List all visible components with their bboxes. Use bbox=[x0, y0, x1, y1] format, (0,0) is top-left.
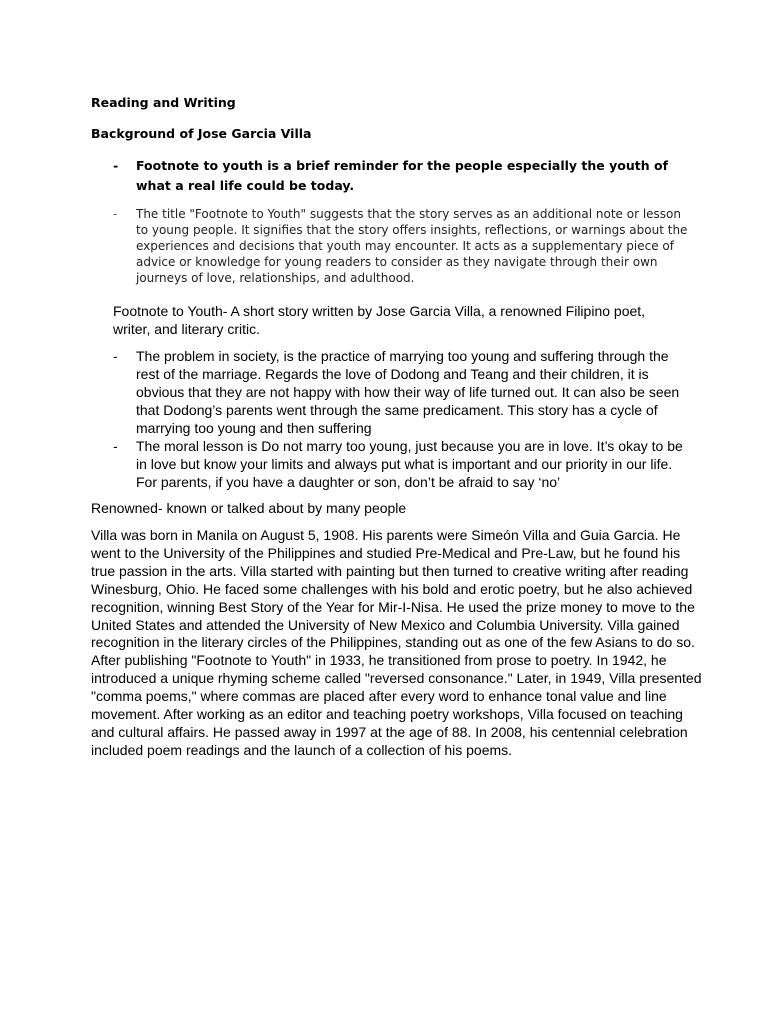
bullet-title-meaning bbox=[113, 206, 693, 286]
renowned-definition: Renowned- known or talked about by many people bbox=[91, 500, 407, 516]
bullet-dash: - bbox=[113, 438, 118, 454]
document-title: Reading and Writing bbox=[91, 95, 236, 110]
list-item bbox=[113, 347, 693, 437]
biography-paragraph: Villa was born in Manila on August 5, 1908. His parents were Simeón Villa and Guia Garcia. He went to the University of the Philippines and studied Pre-Medical and Pre-Law, but he found his true passion in the arts. Villa started with painting but then turned to creative writing after reading Winesburg, Ohio. He faced some challenges with his bold and erotic poetry, but he also achieved recognition, winning Best Story of the Year for Mir-I-Nisa. He used the prize money to move to the United States and attended the University of New Mexico and Columbia University. Villa gained recognition in the literary circles of the Philippines, standing out as one of the few Asians to do so. After publishing "Footnote to Youth" in 1933, he transitioned from prose to poetry. In 1942, he introduced a unique rhyming scheme called "reversed consonance." Later, in 1949, Villa presented "comma poems," where commas are placed after every word to enhance tonal value and line movement. After working as an editor and teaching poetry workshops, Villa focused on teaching and cultural affairs. He passed away in 1997 at the age of 88. In 2008, his centennial celebration included poem readings and the launch of a collection of his poems. bbox=[91, 527, 702, 758]
bullet-dash: - bbox=[113, 207, 118, 221]
list-item bbox=[113, 437, 693, 491]
bullet-text: Footnote to youth is a brief reminder for the people especially the youth of what a real life could be today. bbox=[136, 158, 669, 193]
story-bullet-list bbox=[113, 347, 693, 491]
footnote-paragraph: Footnote to Youth- A short story written by Jose Garcia Villa, a renowned Filipino poet, writer, and literary critic. bbox=[113, 303, 646, 337]
bullet-text: The moral lesson is Do not marry too young, just because you are in love. It’s okay to be in love but know your limits and always put what is important and our priority in our life. For parents, if you have a daughter or son, don’t be afraid to say ‘no’ bbox=[136, 438, 683, 490]
bullet-text: The problem in society, is the practice of marrying too young and suffering through the rest of the marriage. Regards the love of Dodong and Teang and their children, it is obvious that they are not happy with how their way of life turned out. It can also be seen that Dodong’s parents went through the same predicament. This story has a cycle of marrying too young and then suffering bbox=[136, 348, 680, 436]
bullet-text: The title "Footnote to Youth" suggests that the story serves as an additional note or lesson to young people. It signifies that the story offers insights, reflections, or warnings about the experiences and decisions that youth may encounter. It acts as a supplementary piece of advice or knowledge for young readers to consider as they navigate through their own journeys of love, relationships, and adulthood. bbox=[136, 207, 688, 285]
bullet-dash: - bbox=[113, 348, 118, 364]
bullet-dash: - bbox=[113, 158, 119, 173]
document-subtitle: Background of Jose Garcia Villa bbox=[91, 126, 312, 141]
bullet-footnote-reminder bbox=[113, 156, 703, 196]
